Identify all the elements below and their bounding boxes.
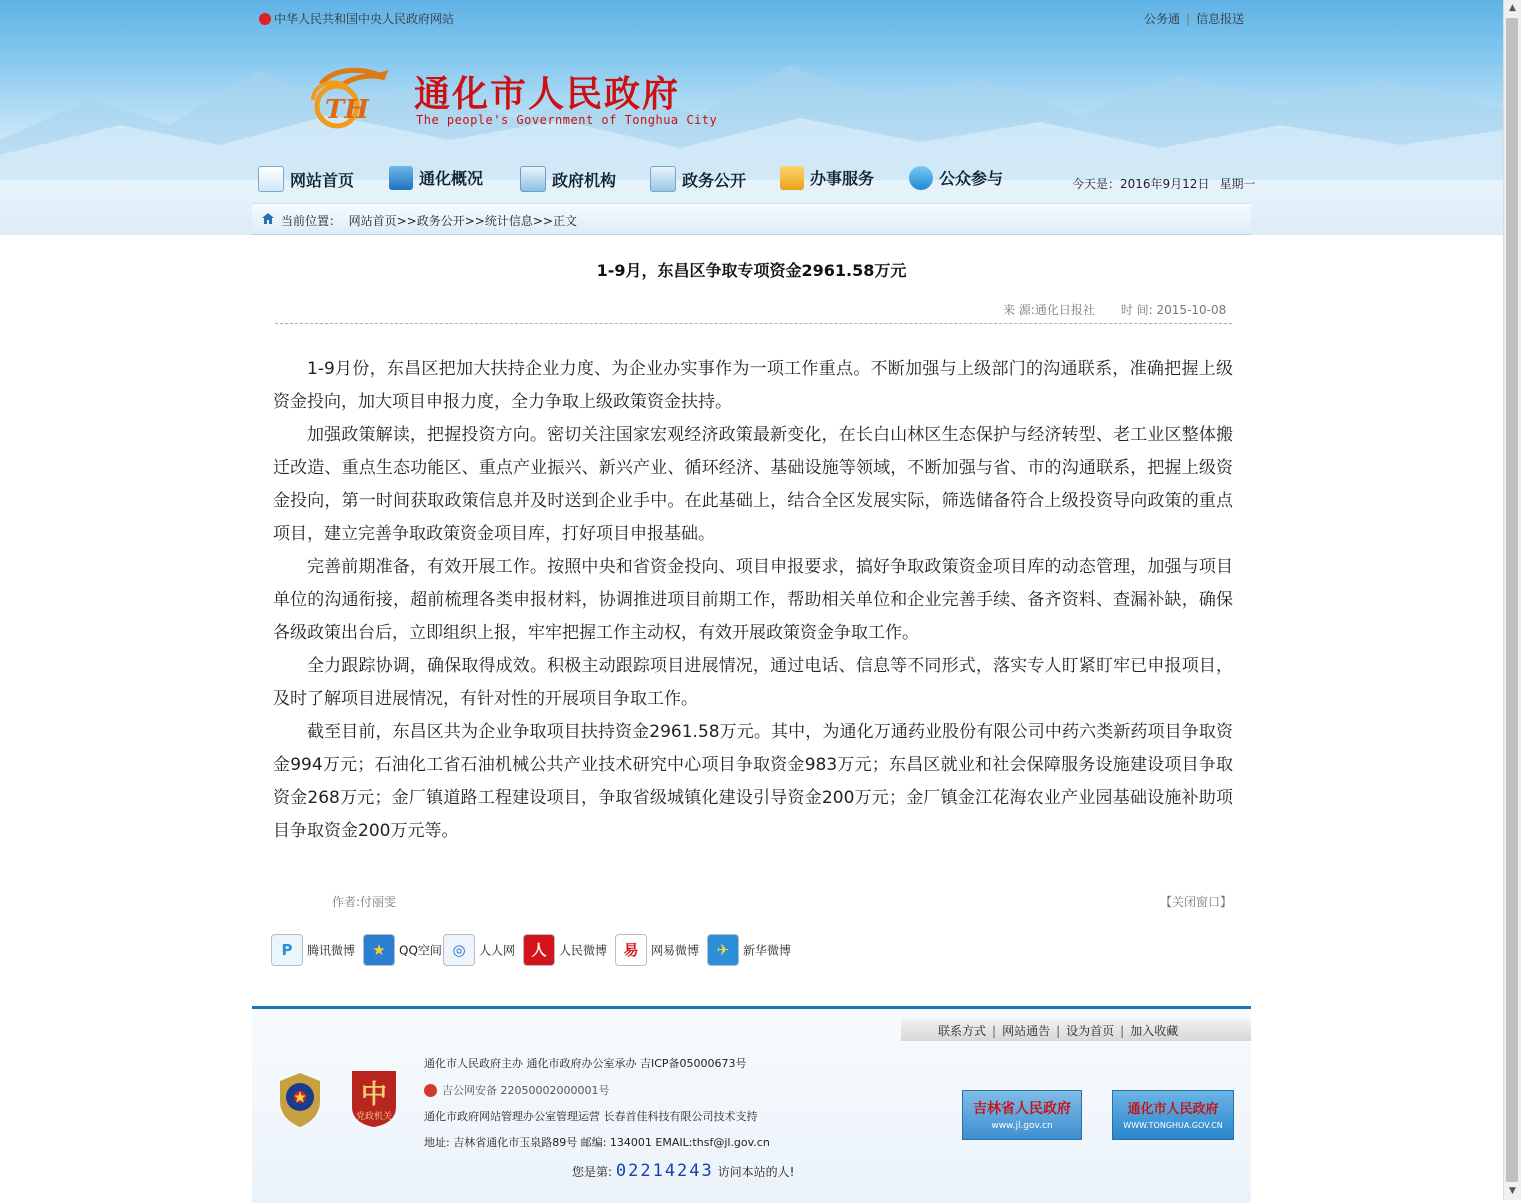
share-people-weibo[interactable]: 人 人民微博 xyxy=(523,934,607,968)
visitor-counter: 您是第: 02214243 访问本站的人! xyxy=(572,1161,795,1181)
site-title: 通化市人民政府 xyxy=(414,73,681,115)
police-record-icon xyxy=(424,1084,437,1097)
scroll-down-arrow-icon[interactable]: ▼ xyxy=(1509,1186,1516,1196)
home-icon xyxy=(258,166,284,192)
netease-weibo-icon: 易 xyxy=(615,934,647,966)
top-links: 公务通 | 信息报送 xyxy=(1144,12,1245,26)
article-title: 1-9月，东昌区争取专项资金2961.58万元 xyxy=(596,261,907,280)
party-organ-badge[interactable] xyxy=(348,1067,400,1129)
footer-links: 联系方式 | 网站通告 | 设为首页 | 加入收藏 xyxy=(938,1024,1179,1038)
scrollbar-thumb[interactable] xyxy=(1506,18,1518,1182)
footer-operator: 通化市政府网站管理办公室管理运营 长春首佳科技有限公司技术支持 xyxy=(424,1110,758,1123)
article-body xyxy=(273,353,1233,848)
party-organ-label: 党政机关 xyxy=(355,1112,392,1122)
header xyxy=(0,0,1503,235)
current-date: 今天是：2016年9月12日 星期一 xyxy=(1072,177,1256,191)
nav-participation[interactable]: 公众参与 xyxy=(909,166,1003,196)
jilin-gov-badge[interactable]: 吉林省人民政府 www.jl.gov.cn xyxy=(962,1090,1082,1140)
nav-overview[interactable]: 通化概况 xyxy=(389,166,483,196)
xinhua-weibo-icon: ✈ xyxy=(707,934,739,966)
link-bookmark[interactable]: 加入收藏 xyxy=(1130,1024,1179,1038)
nav-agencies[interactable]: 政府机构 xyxy=(520,166,616,196)
tencent-weibo-icon: P xyxy=(271,934,303,966)
divider xyxy=(275,323,1232,324)
paragraph: 1-9月份，东昌区把加大扶持企业力度、为企业办实事作为一项工作重点。不断加强与上级部门的沟通联系，准确把握上级资金投向，加大项目申报力度，全力争取上级政策资金扶持。 xyxy=(273,359,1233,412)
paragraph: 完善前期准备，有效开展工作。按照中央和省资金投向、项目申报要求，搞好争取政策资金项目库的动态管理，加强与项目单位的沟通衔接，超前梳理各类申报材料，协调推进项目前期工作，帮助相关单位和企业完善手续、备齐资料、查漏补缺，确保各级政策出台后，立即组织上报，牢牢把握工作主动权，有效开展政策资金争取工作。 xyxy=(273,557,1233,643)
nav-services[interactable]: 办事服务 xyxy=(780,166,874,196)
svg-text:TH: TH xyxy=(325,95,369,125)
paragraph: 全力跟踪协调，确保取得成效。积极主动跟踪项目进展情况，通过电话、信息等不同形式，落实专人盯紧盯牢已申报项目，及时了解项目进展情况，有针对性的开展项目争取工作。 xyxy=(273,656,1233,709)
link-gongwutong[interactable]: 公务通 xyxy=(1144,12,1181,26)
national-emblem-icon xyxy=(259,13,271,25)
share-qzone[interactable]: ★ QQ空间 xyxy=(363,934,442,968)
document-icon xyxy=(650,166,676,192)
top-bar xyxy=(0,0,1503,33)
share-xinhua-weibo[interactable]: ✈ 新华微博 xyxy=(707,934,791,968)
service-icon xyxy=(780,166,804,190)
breadcrumb-path[interactable]: 当前位置： 网站首页>>政务公开>>统计信息>>正文 xyxy=(281,214,577,228)
scroll-up-arrow-icon[interactable]: ▲ xyxy=(1509,3,1516,13)
home-icon xyxy=(262,213,274,224)
visitor-count: 02214243 xyxy=(615,1161,714,1181)
footer-address: 地址: 吉林省通化市玉泉路89号 邮编: 134001 EMAIL:thsf@jl.gov.cn xyxy=(424,1136,770,1149)
article-meta xyxy=(1003,301,1226,318)
mountain-backdrop xyxy=(0,30,1503,180)
people-weibo-icon: 人 xyxy=(523,934,555,966)
agency-icon xyxy=(520,166,546,192)
share-netease-weibo[interactable]: 易 网易微博 xyxy=(615,934,699,968)
overview-icon xyxy=(389,166,413,190)
footer-police-record[interactable]: 吉公网安备 22050002000001号 xyxy=(424,1082,609,1098)
paragraph: 截至目前，东昌区共为企业争取项目扶持资金2961.58万元。其中，为通化万通药业股份有限公司中药六类新药项目争取资金994万元；石油化工省石油机械公共产业技术研究中心项目争取资金983万元；东昌区就业和社会保障服务设施建设项目争取资金268万元；金厂镇道路工程建设项目，争取省级城镇化建设引导资金200万元；金厂镇金江花海农业产业园基础设施补助项目争取资金200万元等。 xyxy=(273,722,1233,841)
share-tencent-weibo[interactable]: P 腾讯微博 xyxy=(271,934,355,968)
footer xyxy=(252,1006,1251,1203)
police-badge-icon xyxy=(276,1071,324,1129)
paragraph: 加强政策解读，把握投资方向。密切关注国家宏观经济政策最新变化，在长白山林区生态保护与经济转型、老工业区整体搬迁改造、重点生态功能区、重点产业振兴、新兴产业、循环经济、基础设施等领域，不断加强与省、市的沟通联系，把握上级资金投向，第一时间获取政策信息并及时送到企业手中。在此基础上，结合全区发展实际，筛选储备符合上级投资导向政策的重点项目，建立完善争取政策资金项目库，打好项目申报基础。 xyxy=(273,425,1233,544)
link-set-home[interactable]: 设为首页 xyxy=(1066,1024,1115,1038)
svg-text:中: 中 xyxy=(360,1080,388,1110)
link-contact[interactable]: 联系方式 xyxy=(938,1024,987,1038)
chat-bubble-icon xyxy=(909,166,933,190)
breadcrumb xyxy=(252,203,1251,235)
article-author: 作者:付丽雯 xyxy=(332,895,397,909)
nav-open-affairs[interactable]: 政务公开 xyxy=(650,166,746,196)
vertical-scrollbar[interactable] xyxy=(1503,0,1521,1200)
link-info-report[interactable]: 信息报送 xyxy=(1196,12,1245,26)
share-renren[interactable]: ◎ 人人网 xyxy=(443,934,515,968)
link-notice[interactable]: 网站通告 xyxy=(1002,1024,1051,1038)
renren-icon: ◎ xyxy=(443,934,475,966)
footer-host: 通化市人民政府主办 通化市政府办公室承办 吉ICP备05000673号 xyxy=(424,1057,747,1070)
article-time: 时 间: 2015-10-08 xyxy=(1120,303,1227,317)
tonghua-logo-icon xyxy=(303,66,393,130)
central-gov-link[interactable]: 中华人民共和国中央人民政府网站 xyxy=(259,10,454,27)
nav-home[interactable]: 网站首页 xyxy=(258,166,354,196)
tonghua-gov-badge[interactable]: 通化市人民政府 WWW.TONGHUA.GOV.CN xyxy=(1112,1090,1234,1140)
article-source: 来 源:通化日报社 xyxy=(1003,303,1095,317)
close-window-link[interactable]: 【关闭窗口】 xyxy=(1160,895,1233,909)
site-subtitle: The people's Government of Tonghua City xyxy=(416,113,718,127)
qzone-icon: ★ xyxy=(363,934,395,966)
